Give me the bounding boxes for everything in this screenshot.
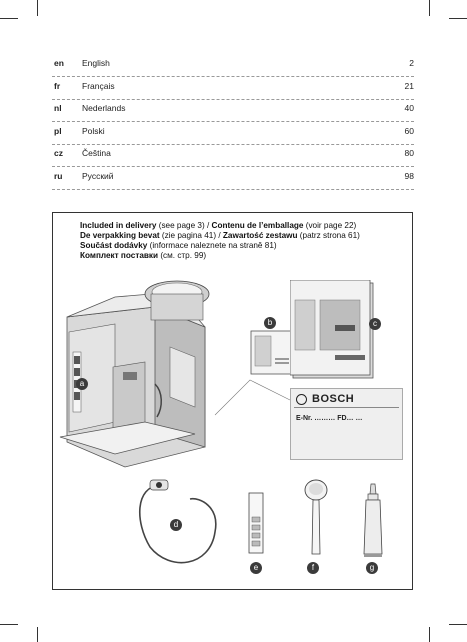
language-code: en xyxy=(54,58,64,68)
bosch-logo-icon xyxy=(296,394,307,405)
language-code: cz xyxy=(54,148,63,158)
page-number: 2 xyxy=(409,58,414,68)
delivery-heading xyxy=(80,221,360,261)
language-name: English xyxy=(82,58,110,68)
delivery-line-en-fr: Included in delivery (see page 3) / Contenu de l’emballage (voir page 22) xyxy=(80,221,357,230)
crop-mark xyxy=(0,624,18,625)
language-row-fr[interactable] xyxy=(52,78,414,100)
user-manual-illustration xyxy=(290,280,375,380)
measuring-spoon-illustration xyxy=(302,478,330,558)
grease-tube-illustration xyxy=(362,482,384,558)
page-number: 60 xyxy=(404,126,414,136)
divider xyxy=(52,189,414,190)
delivery-line-ru: Комплект поставки (см. стр. 99) xyxy=(80,251,207,260)
callout-e: e xyxy=(250,562,262,574)
language-row-pl[interactable] xyxy=(52,123,414,145)
coffee-machine-illustration xyxy=(55,272,225,472)
divider xyxy=(52,166,414,167)
callout-c: c xyxy=(369,318,381,330)
leader-lines xyxy=(205,340,295,420)
crop-mark xyxy=(449,624,467,625)
language-code: fr xyxy=(54,81,61,91)
crop-mark xyxy=(37,0,38,16)
language-code: nl xyxy=(54,103,62,113)
page-number: 40 xyxy=(404,103,414,113)
card-header xyxy=(294,393,399,408)
page-number: 80 xyxy=(404,148,414,158)
language-row-nl[interactable] xyxy=(52,100,414,122)
callout-g: g xyxy=(366,562,378,574)
language-name: Čeština xyxy=(82,148,111,158)
language-code: ru xyxy=(54,171,63,181)
crop-mark xyxy=(429,627,430,642)
language-row-cz[interactable] xyxy=(52,145,414,167)
page-number: 98 xyxy=(404,171,414,181)
language-row-ru[interactable] xyxy=(52,168,414,190)
page-number: 21 xyxy=(404,81,414,91)
callout-b: b xyxy=(264,317,276,329)
crop-mark xyxy=(429,0,430,16)
crop-mark xyxy=(0,18,18,19)
delivery-line-cz: Součást dodávky (informace naleznete na straně 81) xyxy=(80,241,277,250)
callout-f: f xyxy=(307,562,319,574)
crop-mark xyxy=(449,18,467,19)
delivery-line-nl-pl: De verpakking bevat (zie pagina 41) / Zawartość zestawu (patrz strona 61) xyxy=(80,231,360,240)
language-code: pl xyxy=(54,126,62,136)
crop-mark xyxy=(37,627,38,642)
model-number-field: E-Nr. ……… FD… … xyxy=(296,415,363,422)
language-name: Nederlands xyxy=(82,103,126,113)
callout-a: a xyxy=(76,378,88,390)
divider xyxy=(52,121,414,122)
language-name: Polski xyxy=(82,126,105,136)
language-name: Русский xyxy=(82,171,114,181)
language-row-en[interactable] xyxy=(52,55,414,77)
brand-name: BOSCH xyxy=(312,393,355,405)
rating-plate-card xyxy=(290,388,403,460)
divider xyxy=(52,76,414,77)
callout-d: d xyxy=(170,519,182,531)
language-name: Français xyxy=(82,81,115,91)
water-hardness-test-strip-illustration xyxy=(248,492,264,554)
